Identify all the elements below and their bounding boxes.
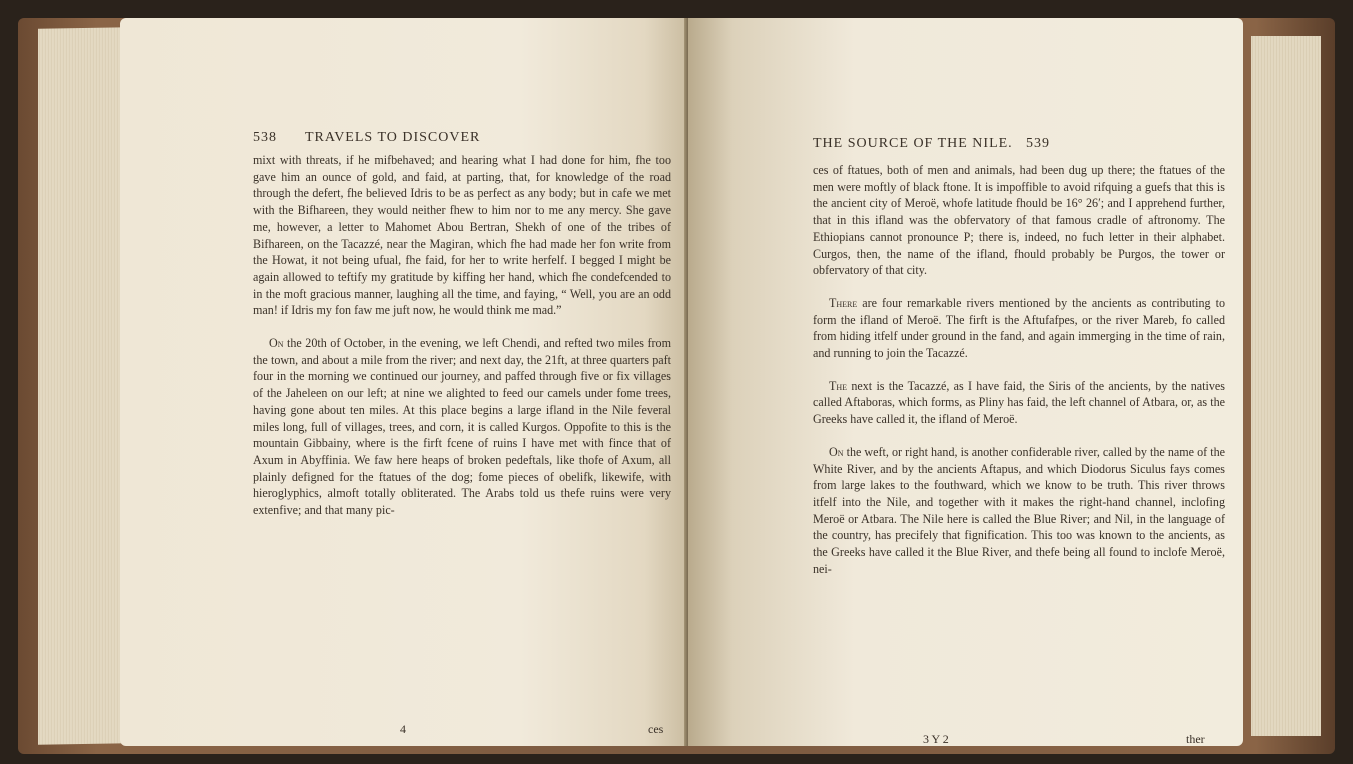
left-running-head: TRAVELS TO DISCOVER	[305, 130, 481, 145]
right-paragraph-4	[813, 444, 1225, 578]
right-paragraph-2-body: are four remarkable rivers mentioned by the ancients as contributing to form the ifland of Meroë. The firft is the Aftufafpes, or the river Mareb, fo called from hiding itfelf under ground in the fand, and again immerging in the time of rain, and running to join the Tacazzé.	[813, 295, 1225, 361]
right-catchword: ther	[1186, 732, 1205, 746]
page-edges-left	[38, 27, 128, 745]
left-catchword: ces	[648, 722, 664, 736]
left-page	[120, 18, 690, 746]
page-edges-right	[1251, 36, 1321, 736]
left-paragraph-2	[253, 335, 671, 519]
right-page-number: 539	[1026, 136, 1050, 151]
right-running-head: THE SOURCE OF THE NILE.	[813, 136, 1013, 151]
left-paragraph-1: mixt with threats, if he mifbehaved; and hearing what I had done for him, fhe too gave him an ounce of gold, and faid, at parting, that, for knowledge of the road through the defert, fhe believed Idris to be as perfect as any body; but in cafe we met with the Bifhareen, they would neither fhew to him nor to me any mercy. She gave me, however, a letter to Mahomet Abou Bertran, Shekh of one of the tribes of Bifhareen, on the Tacazzé, near the Magiran, which fhe had made her fon write from the Howat, it not being ufual, fhe faid, for her to write herfelf. I begged I might be again allowed to teftify my gratitude by kiffing her hand, which fhe condefcended to in the moft gracious manner, laughing all the time, and faying, “ Well, you are an odd man! if Idris my fon faw me juft now, he would think me mad.”	[253, 153, 671, 318]
right-paragraph-2-lead: There	[829, 295, 858, 310]
right-text-block	[813, 162, 1225, 593]
left-signature: 4	[400, 722, 406, 736]
left-paragraph-2-body: the 20th of October, in the evening, we left Chendi, and refted two miles from the town, and about a mile from the river; and next day, the 21ft, at three quarters paft four in the morning we continued our journey, and paffed through five or fix villages of the Jaheleen on our left; at nine we alighted to feed our camels under fome trees, having gone about ten miles. At this place begins a large ifland in the Nile feveral miles long, full of villages, trees, and corn, it is called Kurgos. Oppofite to this is the mountain Gibbainy, where is the firft fcene of ruins I have met with fince that of Axum in Abyffinia. We faw here heaps of broken pedeftals, like thofe of Axum, all plainly defigned for the ftatues of the dog; fome pieces of obelifk, likewife, with hieroglyphics, almoft totally obliterated. The Arabs told us thefe ruins were very extenfive; and that many pic-	[253, 336, 671, 518]
right-paragraph-1: ces of ftatues, both of men and animals, had been dug up there; the ftatues of the men were moftly of black ftone. It is impoffible to avoid rifquing a guefs that this is the ancient city of Meroë, whofe latitude fhould be 16° 26′; and I apprehend further, that in this ifland was the obfervatory of that famous cradle of aftronomy. The Ethiopians cannot pronounce P; there is, indeed, no fuch letter in their alphabet. Curgos, then, the name of the ifland, fhould probably be Purgos, the tower or obfervatory of that city.	[813, 163, 1225, 278]
right-paragraph-4-lead: On	[829, 444, 844, 459]
right-paragraph-3-lead: The	[829, 378, 848, 393]
left-paragraph-2-lead: On	[269, 336, 284, 351]
right-paragraph-2	[813, 295, 1225, 362]
right-signature: 3 Y 2	[923, 732, 949, 746]
left-page-number: 538	[253, 130, 277, 145]
right-page	[688, 18, 1243, 746]
right-paragraph-3	[813, 378, 1225, 428]
right-paragraph-3-body: next is the Tacazzé, as I have faid, the Siris of the ancients, by the natives called Aftaboras, which forms, as Pliny has faid, the left channel of Atbara, or, as the Greeks have called it, the ifland of Meroë.	[813, 378, 1225, 427]
right-paragraph-4-body: the weft, or right hand, is another confiderable river, called by the name of the White River, and by the ancients Aftapus, and which Diodorus Siculus fays comes from large lakes to the fouthward, which we know to be truth. This river throws itfelf into the Nile, and together with it makes the right-hand channel, inclofing Meroë or Atbara. The Nile here is called the Blue River; and Nil, in the language of the country, has precifely that fignification. This too was known to the ancients, as the Greeks have called it the Blue River, and thefe being all found to inclofe Meroë, nei-	[813, 444, 1225, 576]
left-text-block	[253, 152, 671, 535]
